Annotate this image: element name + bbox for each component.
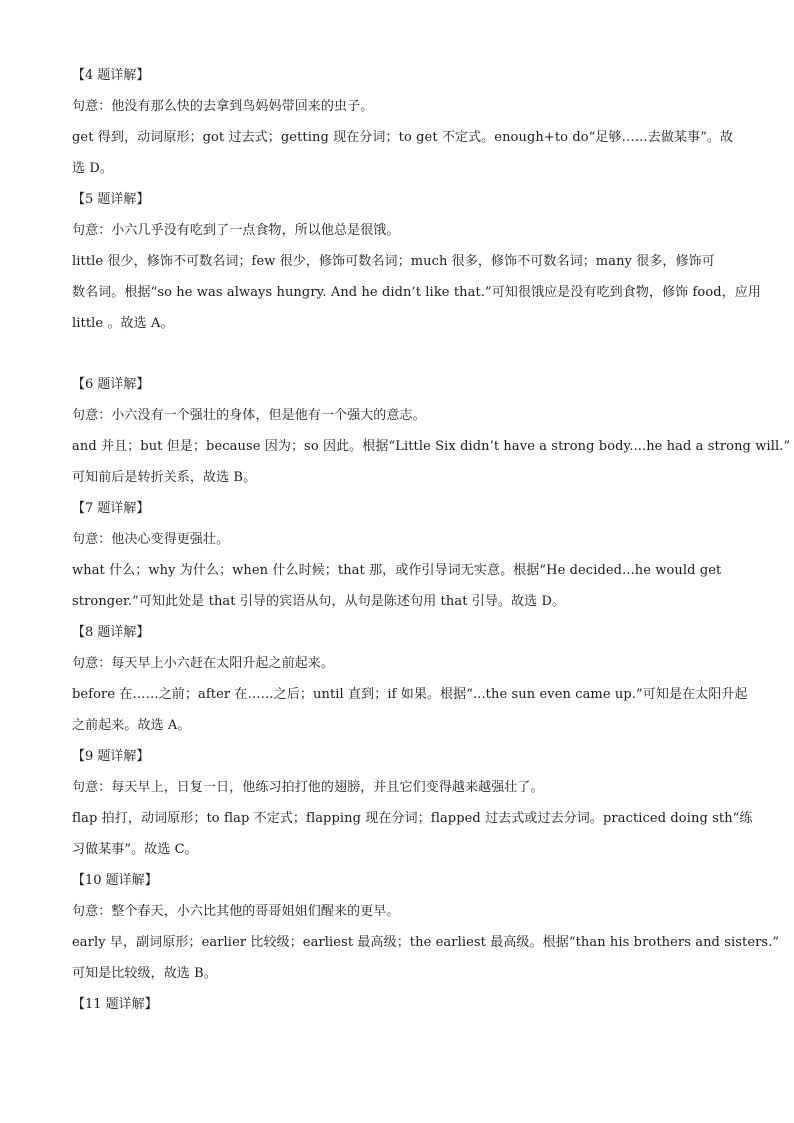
- section-heading: 【11 题详解】: [72, 997, 158, 1012]
- sentence-meaning: 句意：他决心变得更强壮。: [72, 532, 230, 547]
- explanation-line: flap 拍打，动词原形；to flap 不定式；flapping 现在分词；flapped 过去式或过去分词。practiced doing sth“练: [72, 811, 753, 826]
- explanation-line: 之前起来。故选 A。: [72, 718, 191, 733]
- section-7: [72, 493, 726, 617]
- explanation-line: stronger.”可知此处是 that 引导的宾语从句，从句是陈述句用 that 引导。故选 D。: [72, 594, 566, 609]
- sentence-meaning: 句意：小六没有一个强壮的身体，但是他有一个强大的意志。: [72, 408, 426, 423]
- section-heading: 【8 题详解】: [72, 625, 150, 640]
- section-8: [72, 617, 748, 741]
- explanation-line: what 什么；why 为什么；when 什么时候；that 那，或作引导词无实意。根据“He decided...he would get: [72, 563, 722, 578]
- explanation-line: 数名词。根据“so he was always hungry. And he didn’t like that.”可知很饿应是没有吃到食物，修饰 food，应用: [72, 285, 761, 300]
- explanation-line: early 早，副词原形；earlier 比较级；earliest 最高级；the earliest 最高级。根据“than his brothers and sisters.”: [72, 935, 780, 950]
- section-heading: 【6 题详解】: [72, 377, 150, 392]
- section-heading: 【7 题详解】: [72, 501, 150, 516]
- spacer: [72, 339, 726, 369]
- section-10: [72, 865, 780, 989]
- explanation-line: little 很少，修饰不可数名词；few 很少，修饰可数名词；much 很多，修饰不可数名词；many 很多，修饰可: [72, 254, 715, 269]
- explanation-line: before 在……之前；after 在……之后；until 直到；if 如果。根据“...the sun even came up.”可知是在太阳升起: [72, 687, 748, 702]
- section-heading: 【9 题详解】: [72, 749, 150, 764]
- sentence-meaning: 句意：整个春天，小六比其他的哥哥姐姐们醒来的更早。: [72, 904, 400, 919]
- explanation-line: little 。故选 A。: [72, 316, 174, 331]
- section-heading: 【5 题详解】: [72, 192, 150, 207]
- section-6: [72, 369, 791, 493]
- section-4: [72, 60, 734, 184]
- explanation-line: 可知前后是转折关系，故选 B。: [72, 470, 257, 485]
- sentence-meaning: 句意：小六几乎没有吃到了一点食物，所以他总是很饿。: [72, 223, 400, 238]
- explanation-line: and 并且；but 但是；because 因为；so 因此。根据“Little Six didn’t have a strong body....he had a strong will.”: [72, 439, 791, 454]
- section-11: [72, 989, 726, 1020]
- sentence-meaning: 句意：每天早上小六赶在太阳升起之前起来。: [72, 656, 335, 671]
- section-9: [72, 741, 753, 865]
- explanation-line: get 得到，动词原形；got 过去式；getting 现在分词；to get 不定式。enough+to do“足够……去做某事”。故: [72, 130, 734, 145]
- explanation-line: 选 D。: [72, 161, 113, 176]
- sentence-meaning: 句意：他没有那么快的去拿到鸟妈妈带回来的虫子。: [72, 99, 374, 114]
- section-heading: 【10 题详解】: [72, 873, 158, 888]
- sentence-meaning: 句意：每天早上，日复一日，他练习拍打他的翅膀，并且它们变得越来越强壮了。: [72, 780, 544, 795]
- explanation-line: 可知是比较级，故选 B。: [72, 966, 217, 981]
- document-page: [72, 60, 791, 1020]
- section-heading: 【4 题详解】: [72, 68, 150, 83]
- explanation-line: 习做某事”。故选 C。: [72, 842, 198, 857]
- section-5: [72, 184, 761, 339]
